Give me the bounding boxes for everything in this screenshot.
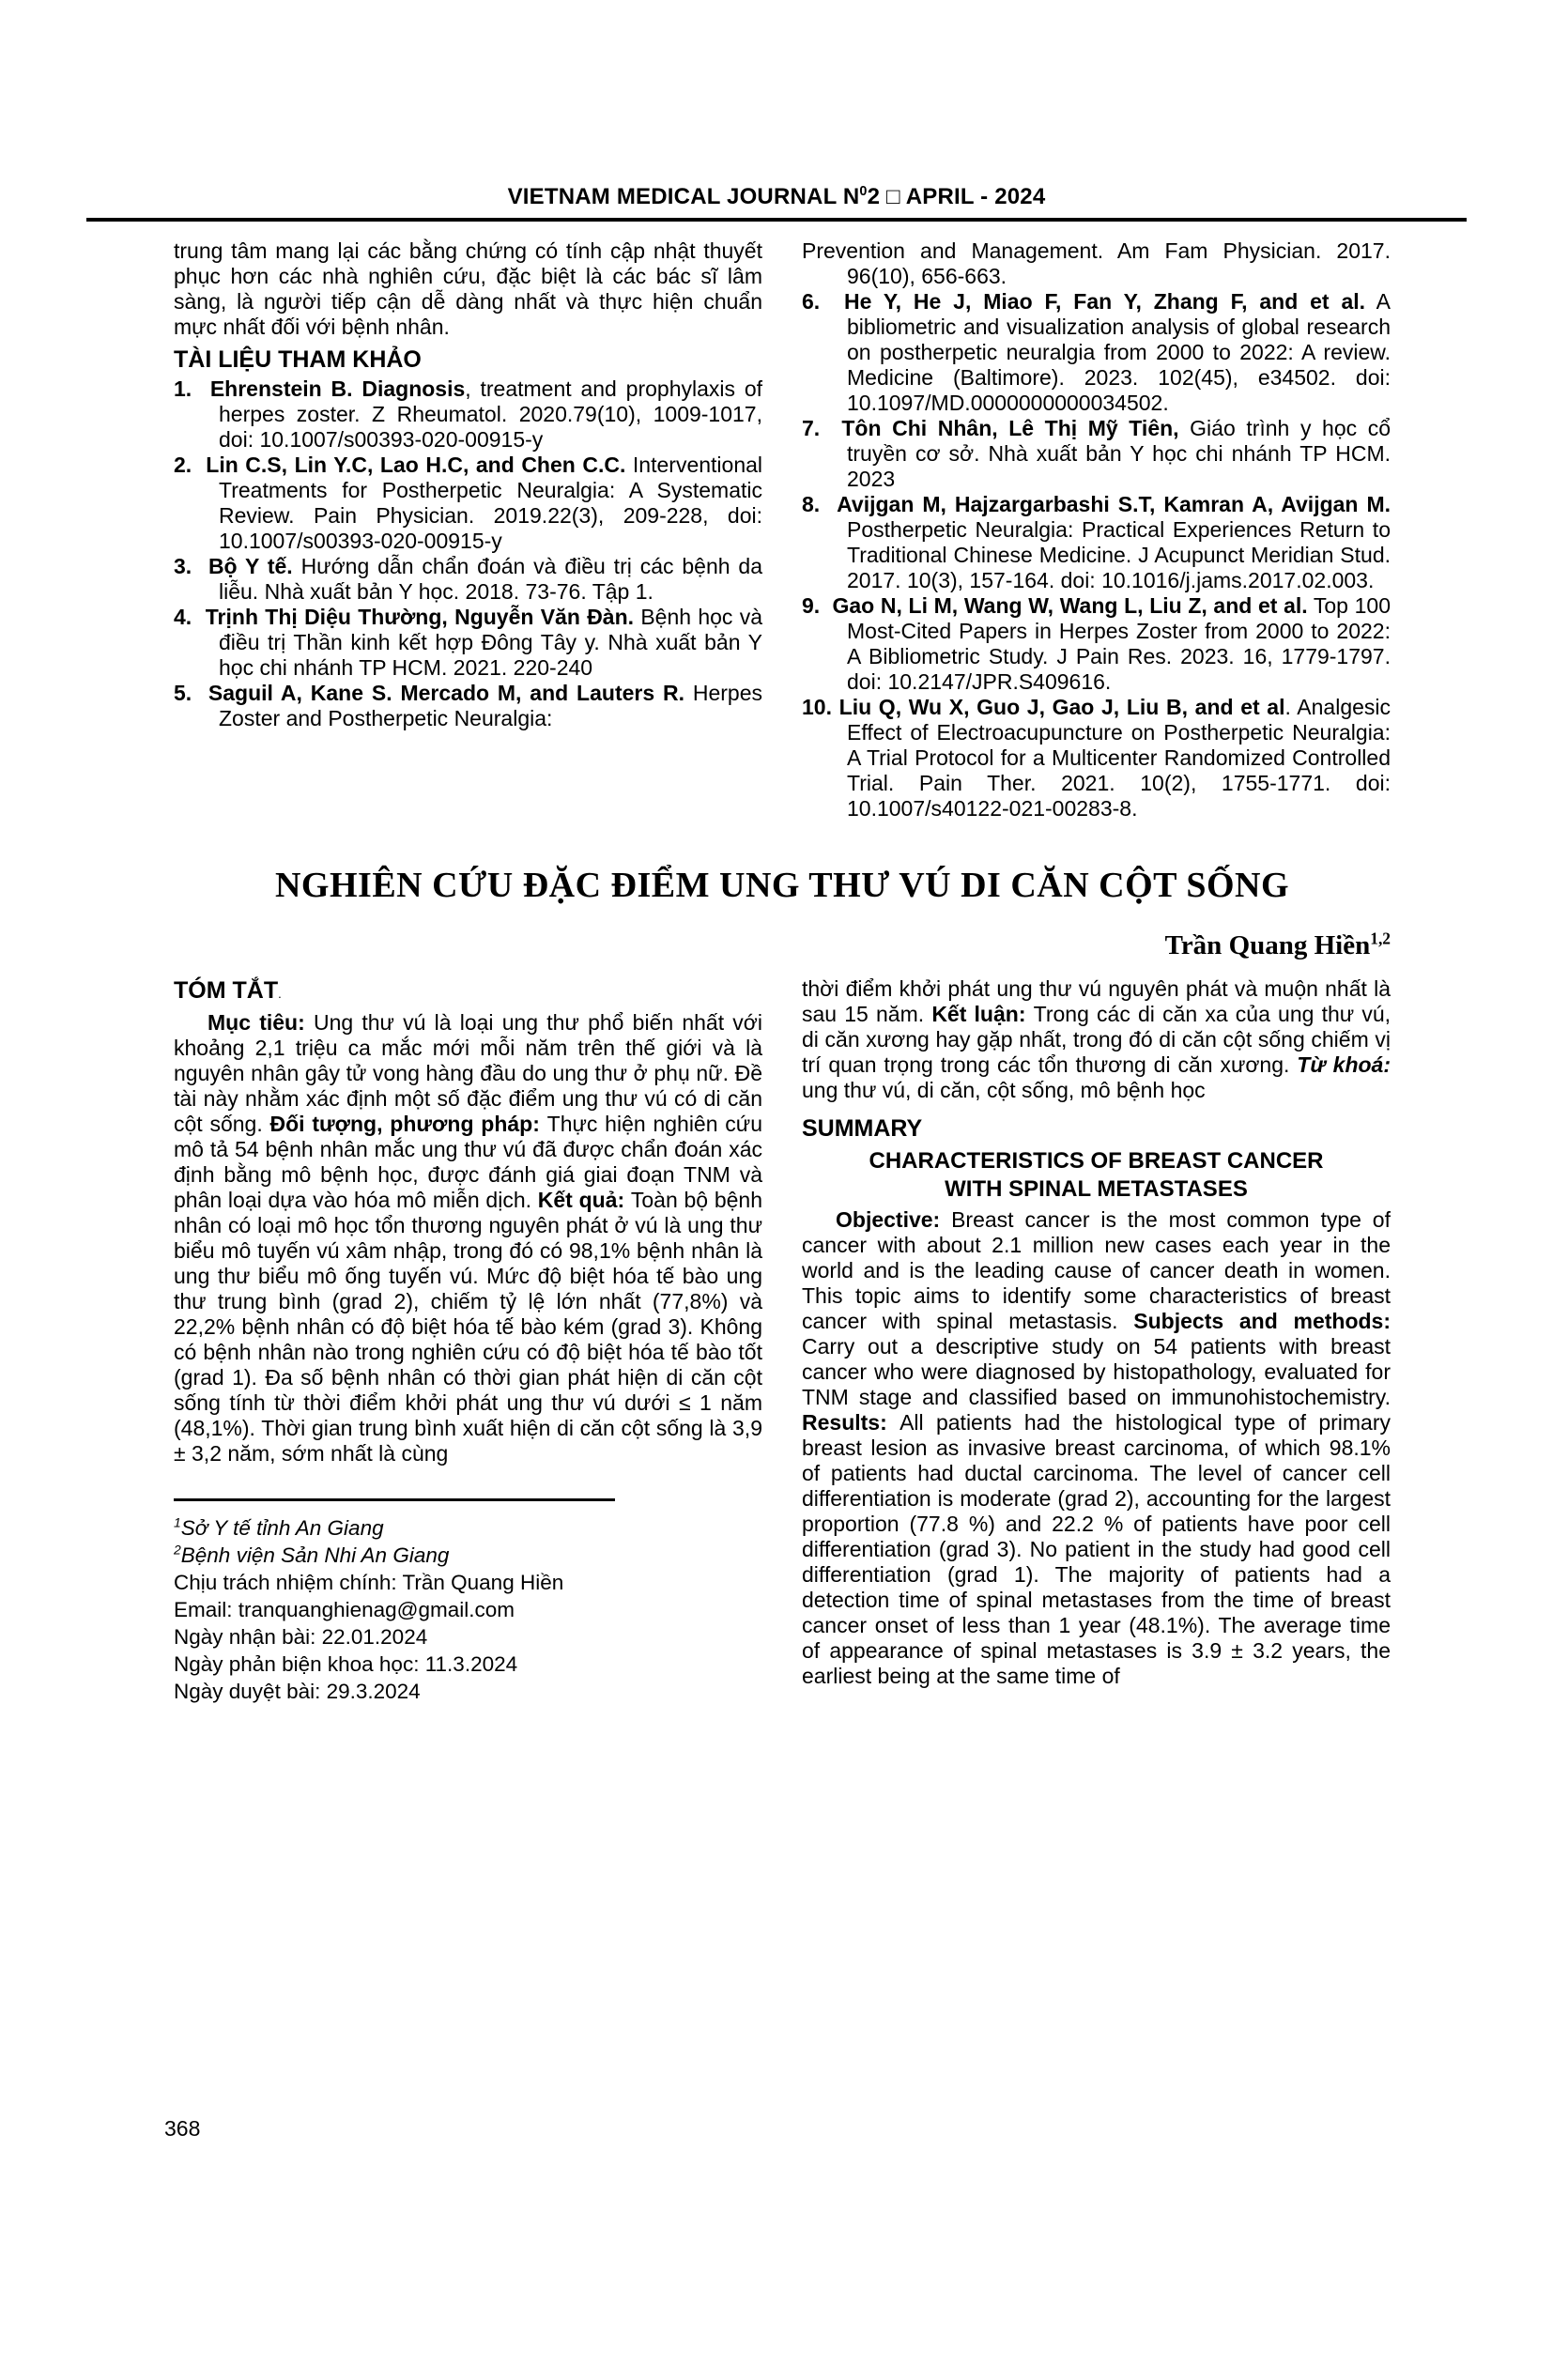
references-left-column [174, 238, 762, 821]
footnote-responsible: Chịu trách nhiệm chính: Trần Quang Hiền [174, 1571, 564, 1594]
page-content [174, 238, 1391, 1705]
summary-heading: SUMMARY [802, 1115, 923, 1142]
objective-label-vi: Mục tiêu: [208, 1010, 314, 1035]
results-label-en: Results: [802, 1410, 900, 1435]
intro-paragraph: trung tâm mang lại các bằng chứng có tính cập nhật thuyết phục hơn các nhà nghiên cứu, đặc biệt là các bác sĩ lâm sàng, là người tiếp cận dễ dàng nhất và thực hiện chuẩn mực nhất đối với bệnh nhân. [174, 238, 762, 339]
results-text-vi: Toàn bộ bệnh nhân có loại mô học tổn thương nguyên phát ở vú là ung thư biểu mô tuyến vú xâm nhập, trong đó có 98,1% bệnh nhân là ung thư biểu mô ống tuyến vú. Mức độ biệt hóa tế bào ung thư trung bình (grad 2), chiếm tỷ lệ lớn nhất (77,8%) và 22,2% bệnh nhân có độ biệt hóa tế bào kém (grad 3). Không có bệnh nhân nào trong nghiên cứu có độ biệt hóa tế bào tốt (grad 1). Đa số bệnh nhân có thời gian phát hiện di căn cột sống tính từ thời điểm khởi phát ung thư vú dưới ≤ 1 năm (48,1%). Thời gian trung bình xuất hiện di căn cột sống là 3,9 ± 3,2 năm, sớm nhất là cùng [174, 1188, 763, 1466]
reference-number: 7. [802, 416, 821, 440]
footnote-received-date: Ngày nhận bài: 22.01.2024 [174, 1625, 428, 1649]
reference-item-5-continuation [802, 238, 1391, 289]
references-right-column [802, 238, 1391, 821]
summary-title-line-1: CHARACTERISTICS OF BREAST CANCER [869, 1148, 1324, 1174]
reference-number: 6. [802, 289, 821, 314]
results-text-en: All patients had the histological type of primary breast lesion as invasive breast carcinoma, of which 98.1% of patients had ductal carcinoma. The level of cancer cell differentiation is moderate (grad 2), accounting for the largest proportion (77.8 %) and 22.2 % of patients have poor cell differentiation (grad 3). No patient in the study had good cell differentiation (grad 1). The majority of patients had a detection time of spinal metastases from the time of breast cancer onset of less than 1 year (48.1%). The average time of appearance of spinal metastases is 3.9 ± 3.2 years, the earliest being at the same time of [802, 1410, 1391, 1688]
reference-number: 5. [174, 681, 192, 705]
footnote-affiliation-2-text: Bệnh viện Sản Nhi An Giang [180, 1543, 450, 1567]
footnote-sup-1: 1 [174, 1514, 181, 1530]
reference-authors: Ehrenstein B. Diagnosis [209, 376, 466, 401]
journal-header-text-suffix: 2 □ APRIL - 2024 [867, 184, 1046, 209]
reference-authors: Trịnh Thị Diệu Thường, Nguyễn Văn Đàn. [205, 605, 635, 629]
abstract-section [174, 976, 1391, 1705]
reference-item-6 [802, 289, 1391, 416]
reference-item-1 [174, 376, 762, 453]
footnote-accepted-date: Ngày duyệt bài: 29.3.2024 [174, 1680, 421, 1703]
reference-item-7 [802, 416, 1391, 492]
reference-number: 1. [174, 376, 192, 401]
reference-item-10 [802, 695, 1391, 821]
reference-item-5 [174, 681, 762, 731]
reference-number: 9. [802, 593, 821, 618]
subjects-label-en: Subjects and methods: [1133, 1309, 1391, 1333]
conclusion-label-vi: Kết luận: [931, 1002, 1034, 1026]
footnote-sup-2: 2 [174, 1542, 181, 1558]
summary-title [802, 1147, 1391, 1204]
footnote-affiliation-1-text: Sở Y tế tỉnh An Giang [180, 1516, 384, 1540]
reference-authors: Liu Q, Wu X, Guo J, Gao J, Liu B, and et al [838, 695, 1285, 719]
objective-text-en: Breast cancer is the most common type of cancer with about 2.1 million new cases each year in the world and is the leading cause of cancer death in women. This topic aims to identify some characteristics of breast cancer with spinal metastasis. [802, 1207, 1391, 1333]
reference-authors: Avijgan M, Hajzargarbashi S.T, Kamran A, Avijgan M. [837, 492, 1391, 516]
reference-number: 3. [174, 554, 192, 578]
reference-text: Bệnh học và điều trị Thần kinh kết hợp Đông Tây y. Nhà xuất bản Y học chi nhánh TP HCM. 2021. 220-240 [219, 605, 763, 680]
abstract-right-column [802, 976, 1391, 1705]
objective-text-vi: Ung thư vú là loại ung thư phổ biến nhất với khoảng 2,1 triệu ca mắc mới mỗi năm trên thế giới và là nguyên nhân gây tử vong hàng đầu do ung thư ở phụ nữ. Đề tài này nhằm xác định một số đặc điểm ung thư vú có di căn cột sống. [174, 1010, 762, 1136]
keywords-text-vi: ung thư vú, di căn, cột sống, mô bệnh học [802, 1078, 1206, 1102]
reference-number: 8. [802, 492, 821, 516]
footnote-reviewed-date: Ngày phản biện khoa học: 11.3.2024 [174, 1652, 518, 1676]
reference-text: Top 100 Most-Cited Papers in Herpes Zoster from 2000 to 2022: A Bibliometric Study. J Pain Res. 2023. 16, 1779-1797. doi: 10.2147/JPR.S409616. [847, 593, 1392, 694]
references-heading: TÀI LIỆU THAM KHẢO [174, 346, 422, 373]
objective-label-en: Objective: [836, 1207, 952, 1232]
reference-authors: Saguil A, Kane S. Mercado M, and Lauters R. [208, 681, 684, 705]
references-section [174, 238, 1391, 821]
reference-text: Interventional Treatments for Postherpetic Neuralgia: A Systematic Review. Pain Physician. 2019.22(3), 209-228, doi: 10.1007/s00393-020-00915-y [219, 453, 763, 553]
reference-number: 4. [174, 605, 192, 629]
reference-text: Giáo trình y học cổ truyền cơ sở. Nhà xuất bản Y học chi nhánh TP HCM. 2023 [847, 416, 1392, 491]
reference-item-3 [174, 554, 762, 605]
summary-title-line-2: WITH SPINAL METASTASES [945, 1176, 1248, 1202]
summary-paragraph [802, 1207, 1391, 1689]
abstract-continuation-text: thời điểm khởi phát ung thư vú nguyên phát và muộn nhất là sau 15 năm. [802, 976, 1391, 1026]
journal-header-text-prefix: VIETNAM MEDICAL JOURNAL N [507, 184, 860, 209]
footnote-affiliation-1 [174, 1514, 762, 1542]
methods-text-vi: Thực hiện nghiên cứu mô tả 54 bệnh nhân mắc ung thư vú đã được chẩn đoán xác định bằng mô bệnh học, được đánh giá giai đoạn TNM và phân loại dựa vào hóa mô miễn dịch. [174, 1112, 762, 1212]
reference-text: Hướng dẫn chẩn đoán và điều trị các bệnh da liễu. Nhà xuất bản Y học. 2018. 73-76. Tập 1. [219, 554, 763, 604]
reference-authors: Gao N, Li M, Wang W, Wang L, Liu Z, and et al. [832, 593, 1308, 618]
reference-item-9 [802, 593, 1391, 695]
reference-text: . Analgesic Effect of Electroacupuncture on Postherpetic Neuralgia: A Trial Protocol for a Multicenter Randomized Controlled Trial. Pain Ther. 2021. 10(2), 1755-1771. doi: 10.1007/s40122-021-00283-8. [847, 695, 1392, 821]
methods-label-vi: Đối tượng, phương pháp: [269, 1112, 547, 1136]
reference-item-8 [802, 492, 1391, 593]
abstract-continuation-paragraph [802, 976, 1391, 1103]
page-number: 368 [164, 2116, 201, 2141]
reference-item-4 [174, 605, 762, 681]
abstract-heading-dot: . [278, 987, 282, 1001]
author-name: Trần Quang Hiền [1164, 930, 1371, 960]
subjects-text-en: Carry out a descriptive study on 54 patients with breast cancer who were diagnosed by histopathology, evaluated for TNM stage and classified based on immunohistochemistry. [802, 1334, 1391, 1409]
results-label-vi: Kết quả: [537, 1188, 631, 1212]
reference-number: 2. [174, 453, 192, 477]
reference-text: Herpes Zoster and Postherpetic Neuralgia: [219, 681, 762, 730]
abstract-heading-text: TÓM TẮT [174, 977, 279, 1004]
abstract-heading [174, 978, 762, 1006]
footnote-block [174, 1498, 762, 1705]
reference-number: 10. [802, 695, 832, 719]
reference-authors: He Y, He J, Miao F, Fan Y, Zhang F, and et al. [843, 289, 1366, 314]
footnote-email: Email: tranquanghienag@gmail.com [174, 1598, 515, 1621]
author-affiliation-superscript: 1,2 [1370, 929, 1391, 948]
reference-authors: Bộ Y tế. [208, 554, 293, 578]
journal-header [86, 184, 1467, 222]
reference-text: Prevention and Management. Am Fam Physician. 2017. 96(10), 656-663. [802, 238, 1391, 288]
reference-text: Postherpetic Neuralgia: Practical Experiences Return to Traditional Chinese Medicine. J Acupunct Meridian Stud. 2017. 10(3), 157-164. doi: 10.1016/j.jams.2017.02.003. [847, 517, 1391, 592]
keywords-label-vi: Từ khoá: [1297, 1052, 1391, 1077]
reference-item-2 [174, 453, 762, 554]
reference-authors: Lin C.S, Lin Y.C, Lao H.C, and Chen C.C. [206, 453, 626, 477]
footnote-separator-rule [174, 1498, 615, 1501]
article-author [174, 930, 1391, 961]
reference-authors: Tôn Chi Nhân, Lê Thị Mỹ Tiên, [841, 416, 1179, 440]
abstract-left-column [174, 976, 762, 1705]
reference-text: , treatment and prophylaxis of herpes zoster. Z Rheumatol. 2020.79(10), 1009-1017, doi: 10.1007/s00393-020-00915-y [219, 376, 763, 452]
reference-text: A bibliometric and visualization analysis of global research on postherpetic neuralgia from 2000 to 2022: A review. Medicine (Baltimore). 2023. 102(45), e34502. doi: 10.1097/MD.0000000000034502. [847, 289, 1392, 415]
abstract-paragraph [174, 1010, 762, 1466]
conclusion-text-vi: Trong các di căn xa của ung thư vú, di căn xương hay gặp nhất, trong đó di căn cột sống chiếm vị trí quan trọng trong các tổn thương di căn xương. [802, 1002, 1392, 1077]
journal-header-superscript: 0 [859, 184, 868, 199]
footnote-affiliation-2 [174, 1542, 762, 1569]
article-title: NGHIÊN CỨU ĐẶC ĐIỂM UNG THƯ VÚ DI CĂN CỘT SỐNG [274, 866, 1290, 905]
